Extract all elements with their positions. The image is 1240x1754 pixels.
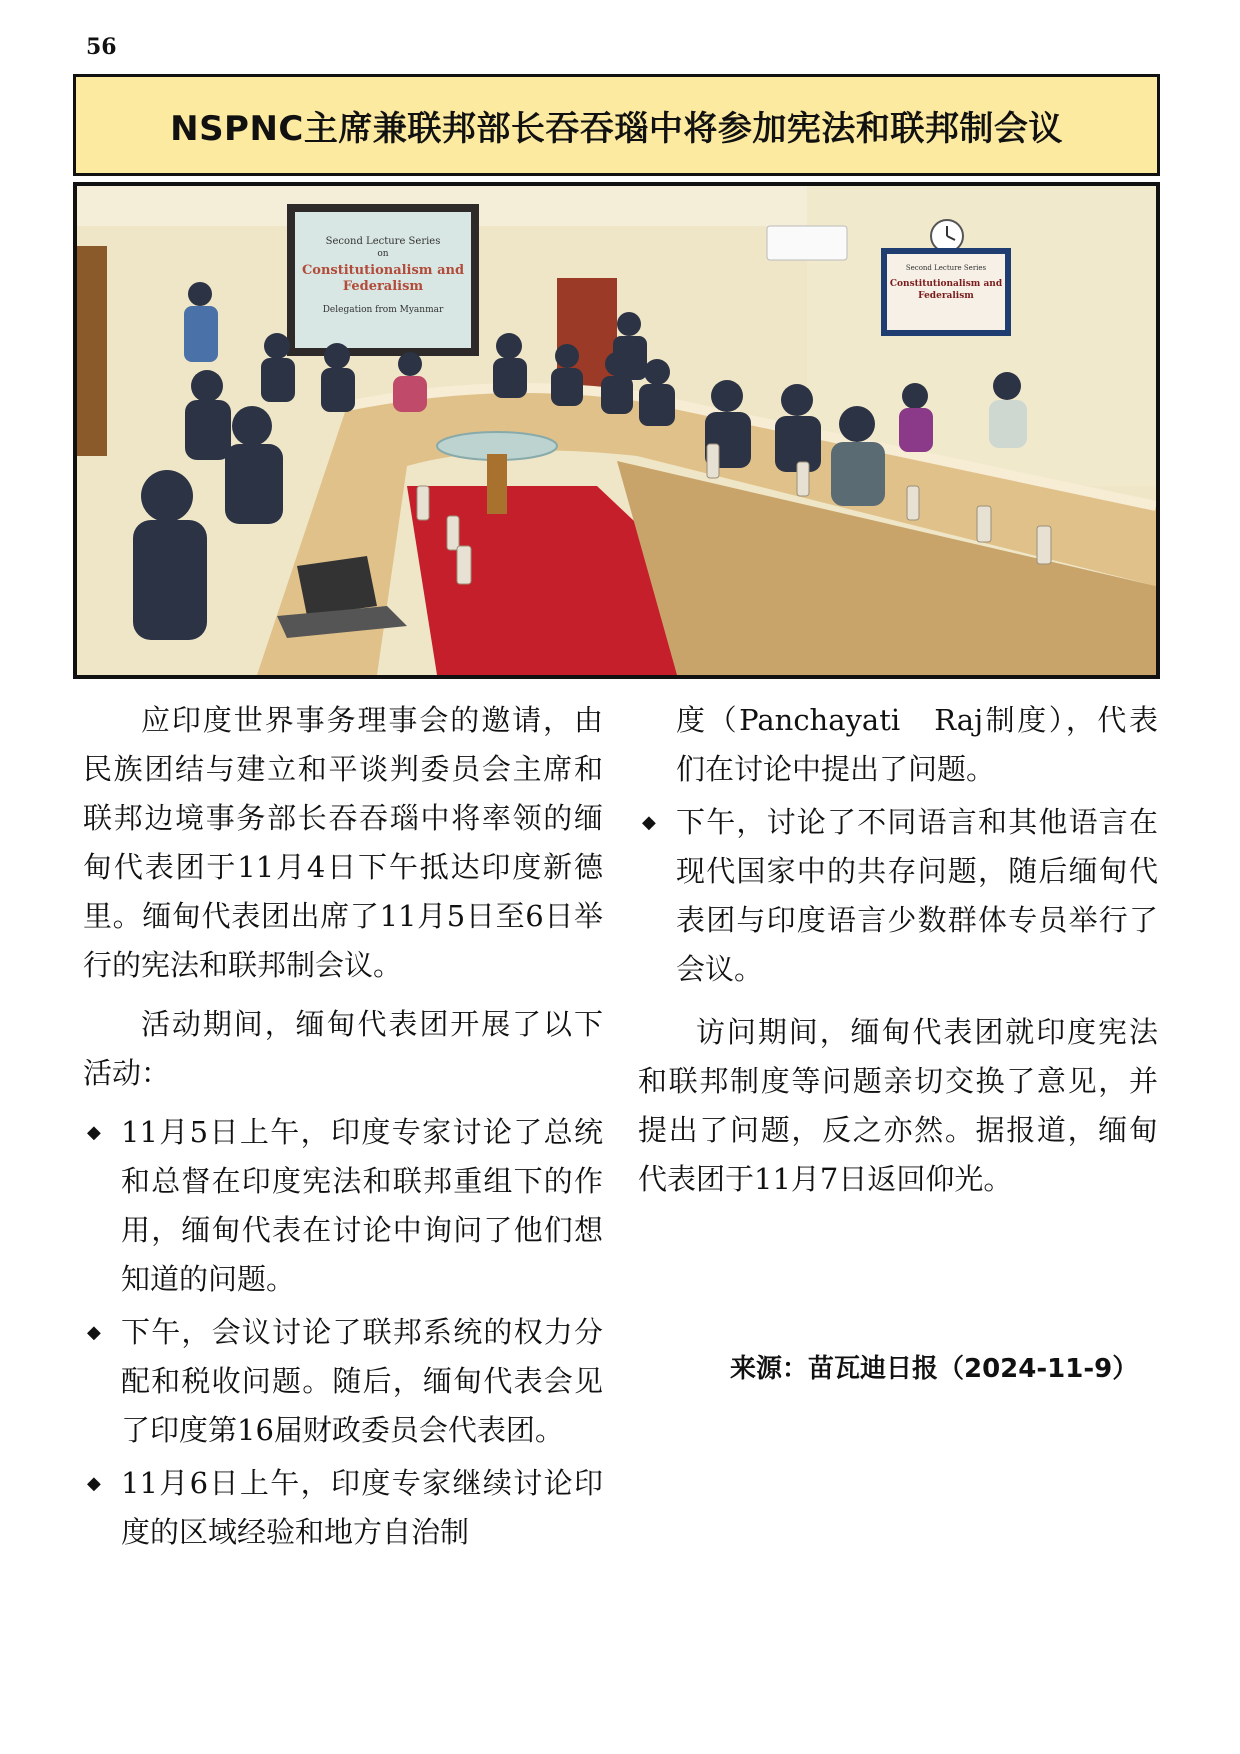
right-screen-line3: Federalism — [918, 291, 974, 301]
source-citation: 来源：苗瓦迪日报（2024-11-9） — [730, 1354, 1139, 1384]
bullet-icon: ◆ — [87, 1473, 101, 1494]
list-item-text: 11月6日上午，印度专家继续讨论印度的区域经验和地方自治制 — [121, 1466, 603, 1549]
closing-paragraph: 访问期间，缅甸代表团就印度宪法和联邦制度等问题亲切交换了意见，并提出了问题，反之亦然。据报道，缅甸代表团于11月7日返回仰光。 — [638, 1015, 1158, 1196]
left-screen-line1: Second Lecture Series — [325, 236, 441, 247]
list-item-text: 下午，会议讨论了联邦系统的权力分配和税收问题。随后，缅甸代表会见了印度第16届财政委员会代表团。 — [121, 1315, 603, 1447]
meeting-photo — [73, 182, 1160, 679]
activities-list — [83, 1108, 603, 1557]
intro-paragraph: 应印度世界事务理事会的邀请，由民族团结与建立和平谈判委员会主席和联邦边境事务部长吞吞瑙中将率领的缅甸代表团于11月4日下午抵达印度新德里。缅甸代表团出席了11月5日至6日举行的宪法和联邦制会议。 — [83, 703, 603, 982]
left-screen-line5: Delegation from Myanmar — [322, 305, 444, 315]
bullet-icon: ◆ — [642, 812, 656, 833]
title-banner — [73, 74, 1160, 176]
activities-intro-paragraph: 活动期间，缅甸代表团开展了以下活动： — [83, 1007, 603, 1090]
left-screen-line3: Constitutionalism and — [301, 263, 465, 278]
bullet-icon: ◆ — [87, 1122, 101, 1143]
list-item — [83, 1108, 603, 1304]
list-item-text: 下午，讨论了不同语言和其他语言在现代国家中的共存问题，随后缅甸代表团与印度语言少数群体专员举行了会议。 — [676, 805, 1158, 986]
activities-list-continued — [638, 696, 1158, 994]
page-number: 56 — [86, 34, 117, 60]
list-item — [83, 1459, 603, 1557]
list-item-continuation — [638, 696, 1158, 794]
meeting-photo-illustration — [77, 186, 1156, 675]
left-screen-line2: on — [377, 249, 389, 259]
list-item-text: 11月5日上午，印度专家讨论了总统和总督在印度宪法和联邦重组下的作用，缅甸代表在讨论中询问了他们想知道的问题。 — [121, 1115, 603, 1296]
page-title: NSPNC主席兼联邦部长吞吞瑙中将参加宪法和联邦制会议 — [170, 108, 1063, 149]
right-column — [638, 696, 1158, 1214]
right-screen-line2: Constitutionalism and — [889, 279, 1003, 289]
list-item — [638, 798, 1158, 994]
left-column — [83, 696, 603, 1561]
right-screen-line1: Second Lecture Series — [905, 264, 987, 272]
list-item-text: 度（Panchayati Raj制度），代表们在讨论中提出了问题。 — [676, 703, 1158, 786]
bullet-icon: ◆ — [87, 1322, 101, 1343]
list-item — [83, 1308, 603, 1455]
left-screen-line4: Federalism — [342, 279, 424, 294]
